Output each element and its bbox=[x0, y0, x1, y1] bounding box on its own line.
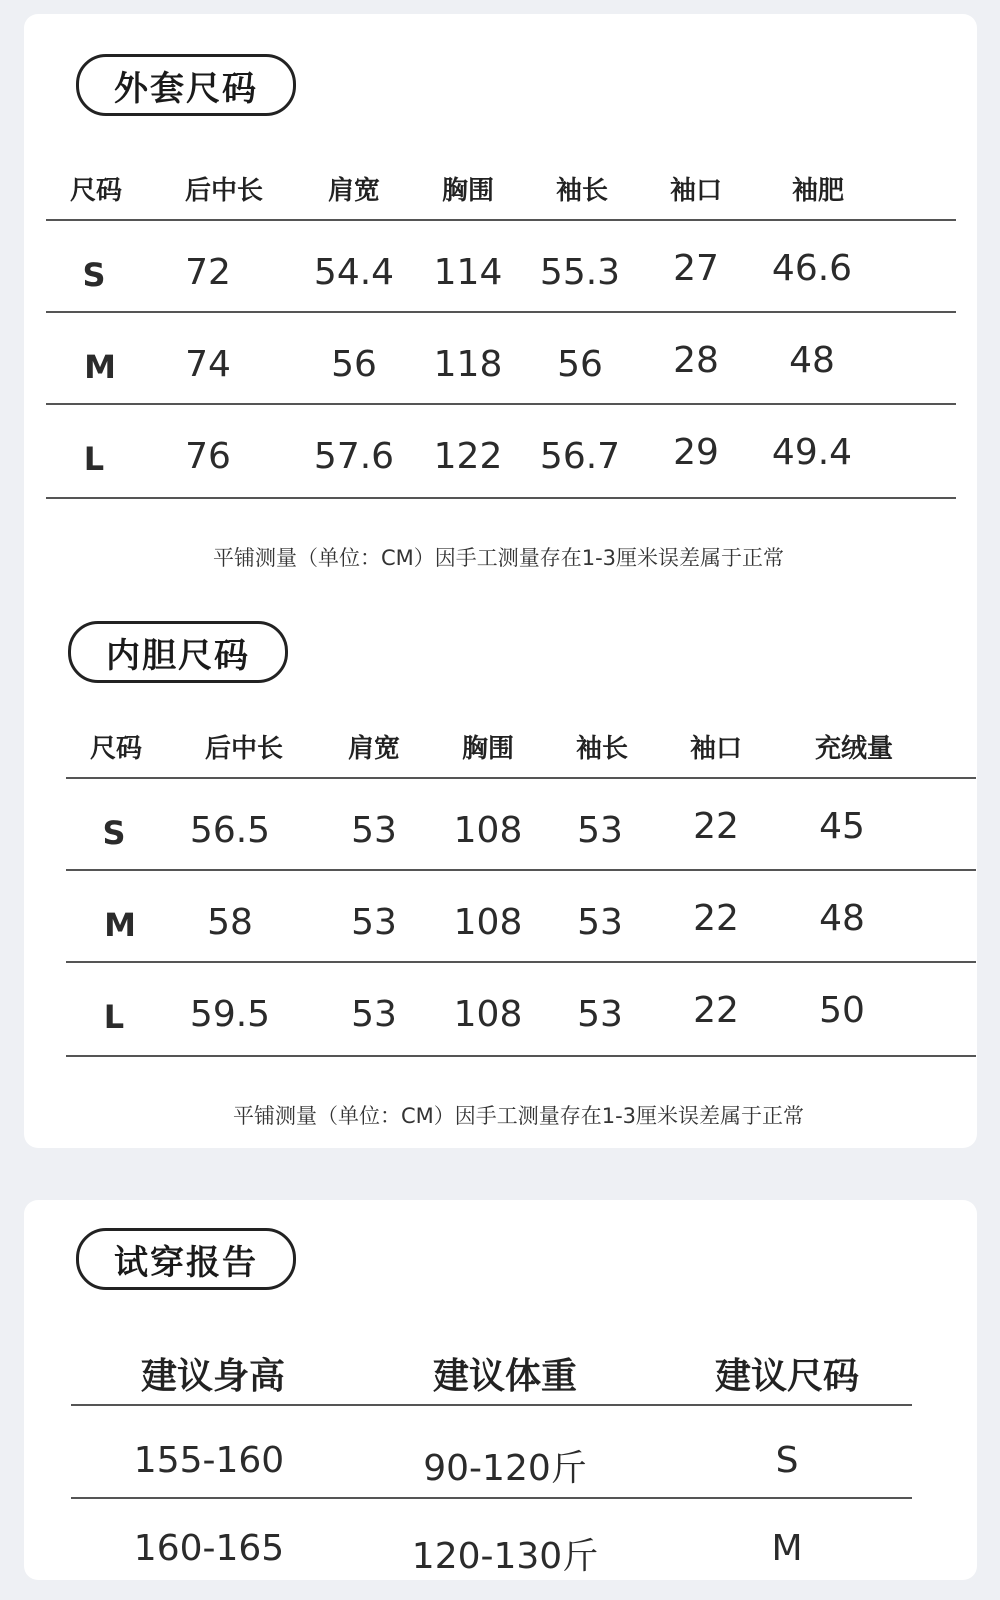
value-cell: 53 bbox=[351, 810, 397, 851]
divider bbox=[71, 1404, 912, 1406]
header-shoulder: 肩宽 bbox=[347, 734, 401, 764]
value-cell: 28 bbox=[673, 340, 719, 381]
value-cell: 72 bbox=[185, 252, 231, 293]
divider bbox=[66, 1055, 976, 1057]
divider bbox=[46, 219, 956, 221]
header-back-length: 后中长 bbox=[204, 734, 284, 764]
header-sleeve-width: 袖肥 bbox=[791, 176, 845, 206]
value-cell: 53 bbox=[577, 902, 623, 943]
value-cell: 48 bbox=[819, 898, 865, 939]
header-chest: 胸围 bbox=[441, 176, 495, 206]
size-cell: M bbox=[84, 348, 116, 386]
value-cell: 45 bbox=[819, 806, 865, 847]
value-cell: 50 bbox=[819, 990, 865, 1031]
header-weight: 建议体重 bbox=[432, 1356, 578, 1397]
inner-size-title: 内胆尺码 bbox=[68, 621, 288, 683]
fit-report-title: 试穿报告 bbox=[76, 1228, 296, 1290]
value-cell: 54.4 bbox=[313, 252, 395, 293]
divider bbox=[66, 777, 976, 779]
divider bbox=[66, 961, 976, 963]
value-cell: 76 bbox=[185, 436, 231, 477]
value-cell: 56 bbox=[331, 344, 377, 385]
size-chart-card bbox=[24, 14, 977, 1148]
header-height: 建议身高 bbox=[140, 1356, 286, 1397]
value-cell: 108 bbox=[453, 994, 523, 1035]
fit-report-card bbox=[24, 1200, 977, 1580]
value-cell: S bbox=[775, 1440, 799, 1481]
header-size: 尺码 bbox=[69, 176, 123, 206]
header-chest: 胸围 bbox=[461, 734, 515, 764]
value-cell: 59.5 bbox=[189, 994, 271, 1035]
divider bbox=[46, 311, 956, 313]
inner-size-table bbox=[66, 722, 976, 1062]
value-cell: 46.6 bbox=[771, 248, 853, 289]
table-header-row bbox=[66, 728, 976, 768]
value-cell: 53 bbox=[351, 902, 397, 943]
divider bbox=[71, 1497, 912, 1499]
value-cell: 53 bbox=[577, 810, 623, 851]
value-cell: 56.7 bbox=[539, 436, 621, 477]
value-cell: 53 bbox=[577, 994, 623, 1035]
value-cell: 122 bbox=[433, 436, 503, 477]
table-header-row bbox=[71, 1348, 912, 1398]
value-cell: 22 bbox=[693, 898, 739, 939]
value-cell: 108 bbox=[453, 810, 523, 851]
value-cell: 108 bbox=[453, 902, 523, 943]
header-suggested-size: 建议尺码 bbox=[714, 1356, 860, 1397]
value-cell: 90-120斤 bbox=[423, 1448, 587, 1489]
measurement-note: 平铺测量（单位：CM）因手工测量存在1-3厘米误差属于正常 bbox=[212, 546, 785, 570]
value-cell: 58 bbox=[207, 902, 253, 943]
header-down-fill: 充绒量 bbox=[814, 734, 894, 764]
divider bbox=[46, 497, 956, 499]
outer-size-title: 外套尺码 bbox=[76, 54, 296, 116]
value-cell: 114 bbox=[433, 252, 503, 293]
header-cuff: 袖口 bbox=[689, 734, 743, 764]
value-cell: 74 bbox=[185, 344, 231, 385]
header-sleeve-length: 袖长 bbox=[555, 176, 609, 206]
header-cuff: 袖口 bbox=[669, 176, 723, 206]
size-cell: L bbox=[83, 440, 105, 478]
value-cell: 29 bbox=[673, 432, 719, 473]
outer-size-table bbox=[46, 164, 956, 504]
size-cell: S bbox=[82, 256, 106, 294]
size-cell: L bbox=[103, 998, 125, 1036]
value-cell: 48 bbox=[789, 340, 835, 381]
size-cell: S bbox=[102, 814, 126, 852]
divider bbox=[66, 869, 976, 871]
value-cell: 160-165 bbox=[133, 1528, 285, 1569]
value-cell: 22 bbox=[693, 990, 739, 1031]
table-header-row bbox=[46, 170, 956, 210]
value-cell: 56 bbox=[557, 344, 603, 385]
value-cell: 120-130斤 bbox=[411, 1536, 599, 1577]
value-cell: 27 bbox=[673, 248, 719, 289]
value-cell: 118 bbox=[433, 344, 503, 385]
value-cell: 55.3 bbox=[539, 252, 621, 293]
value-cell: 49.4 bbox=[771, 432, 853, 473]
value-cell: 53 bbox=[351, 994, 397, 1035]
fit-report-table bbox=[71, 1340, 912, 1600]
header-back-length: 后中长 bbox=[184, 176, 264, 206]
header-shoulder: 肩宽 bbox=[327, 176, 381, 206]
divider bbox=[46, 403, 956, 405]
value-cell: M bbox=[771, 1528, 803, 1569]
size-cell: M bbox=[104, 906, 136, 944]
measurement-note: 平铺测量（单位：CM）因手工测量存在1-3厘米误差属于正常 bbox=[232, 1104, 805, 1128]
header-sleeve-length: 袖长 bbox=[575, 734, 629, 764]
value-cell: 22 bbox=[693, 806, 739, 847]
header-size: 尺码 bbox=[89, 734, 143, 764]
value-cell: 155-160 bbox=[133, 1440, 285, 1481]
value-cell: 56.5 bbox=[189, 810, 271, 851]
value-cell: 57.6 bbox=[313, 436, 395, 477]
